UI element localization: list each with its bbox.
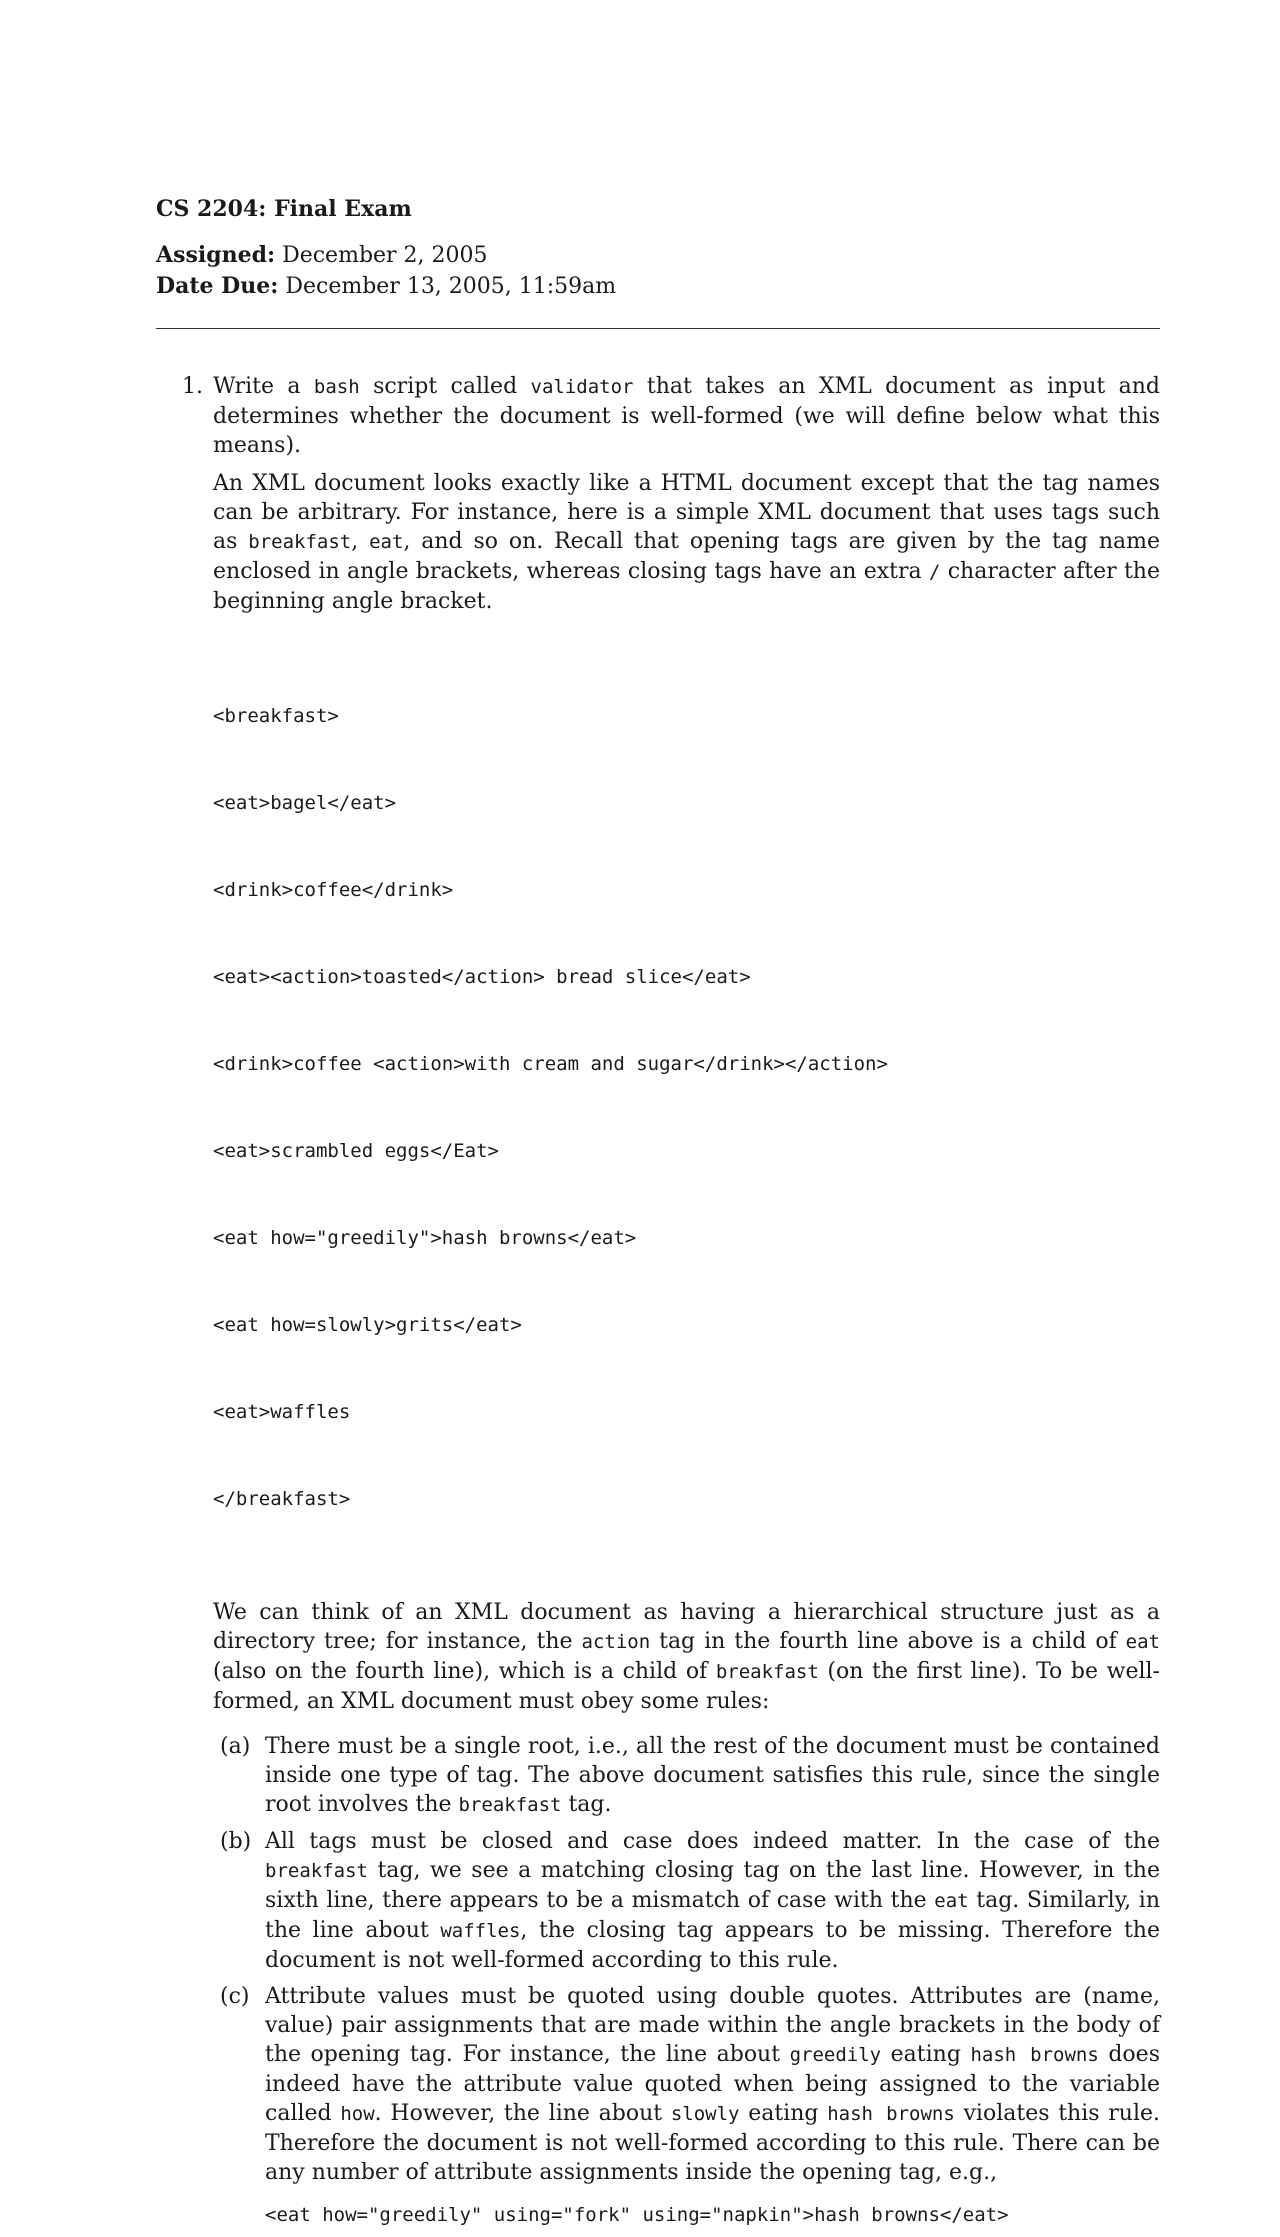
page-title: CS 2204: Final Exam: [156, 196, 412, 222]
horizontal-divider: [156, 328, 1160, 329]
problem-body: [213, 372, 1160, 2230]
code-term: breakfast: [248, 531, 352, 553]
code-line: <eat>bagel</eat>: [213, 792, 397, 814]
problem-intro: Write a bash script called validator that takes an XML document as input and determines whether the document is well-formed (we will define below what this means).: [213, 374, 1160, 458]
code-term: hash browns: [970, 2044, 1099, 2066]
code-term: eat: [934, 1890, 969, 1912]
attribute-example-code: <eat how="greedily" using="fork" using="napkin">hash browns</eat>: [265, 2204, 1009, 2226]
code-line: <eat>scrambled eggs</Eat>: [213, 1140, 499, 1162]
code-term: bash: [313, 376, 360, 398]
code-term: slowly: [670, 2103, 740, 2125]
due-label: Date Due:: [156, 273, 279, 299]
code-line: <drink>coffee <action>with cream and sugar</drink></action>: [213, 1053, 888, 1075]
code-term: breakfast: [715, 1661, 819, 1683]
due-value: December 13, 2005, 11:59am: [285, 274, 617, 299]
xml-explanation: An XML document looks exactly like a HTML document except that the tag names can be arbitrary. For instance, here is a simple XML document that uses tags such as breakfast, eat, and so on. Recall that opening tags are given by the tag name enclosed in angle brackets, whereas closing tags have an extra / character after the beginning angle bracket.: [213, 471, 1161, 614]
code-term: eat: [1125, 1631, 1160, 1653]
rule-c: (c) Attribute values must be quoted using double quotes. Attributes are (name, value) pair assignments that are made within the angle brackets in the body of the opening tag. For instance, the line about greedily eating hash browns does indeed have the attribute value quoted when being assigned to the variable called how. However, the line about slowly eating hash browns violates this rule. Therefore the document is not well-formed according to this rule. There can be any number of attribute assignments inside the opening tag, e.g., <eat how="greedily" using="fork" using="napkin">hash browns</eat>: [213, 1982, 1160, 2230]
rule-label: (b): [220, 1829, 252, 1854]
code-term: breakfast: [265, 1860, 368, 1882]
code-line: <eat>waffles: [213, 1401, 351, 1423]
code-term: greedily: [789, 2044, 882, 2066]
code-term: how: [340, 2103, 375, 2125]
code-line: <drink>coffee</drink>: [213, 879, 454, 901]
code-line: <eat><action>toasted</action> bread slice</eat>: [213, 966, 751, 988]
rule-label: (a): [220, 1734, 251, 1759]
problem-number: 1.: [182, 374, 203, 399]
rule-label: (c): [220, 1984, 250, 2009]
code-line: </breakfast>: [213, 1488, 351, 1510]
code-term: breakfast: [458, 1794, 562, 1816]
assigned-value: December 2, 2005: [282, 243, 488, 268]
assigned-label: Assigned:: [156, 242, 276, 268]
exam-dates: [156, 240, 616, 302]
code-line: <eat how="greedily">hash browns</eat>: [213, 1227, 637, 1249]
assigned-line: [156, 240, 616, 271]
problem-1: [156, 372, 1160, 2237]
xml-code-block: [213, 644, 1160, 1572]
code-line: <eat how=slowly>grits</eat>: [213, 1314, 522, 1336]
rule-b: (b) All tags must be closed and case does indeed matter. In the case of the breakfast tag, we see a matching closing tag on the last line. However, in the sixth line, there appears to be a mismatch of case with the eat tag. Similarly, in the line about waffles, the closing tag appears to be missing. Therefore the document is not well-formed according to this rule.: [220, 1829, 1160, 1973]
code-term: validator: [530, 376, 634, 398]
code-term: /: [928, 561, 941, 583]
code-term: eat: [369, 531, 404, 553]
code-term: waffles: [440, 1920, 521, 1942]
code-term: hash browns: [827, 2103, 955, 2125]
rule-a: (a) There must be a single root, i.e., all the rest of the document must be contained inside one type of tag. The above document satisfies this rule, since the single root involves the breakfast tag.: [220, 1734, 1160, 1817]
code-line: <breakfast>: [213, 705, 339, 727]
hierarchy-paragraph: We can think of an XML document as having a hierarchical structure just as a directory tree; for instance, the action tag in the fourth line above is a child of eat (also on the fourth line), which is a child of breakfast (on the first line). To be well-formed, an XML document must obey some rules:: [213, 1600, 1160, 1714]
code-term: action: [581, 1631, 651, 1653]
due-line: [156, 271, 616, 302]
rules-list: [213, 1732, 1160, 2230]
